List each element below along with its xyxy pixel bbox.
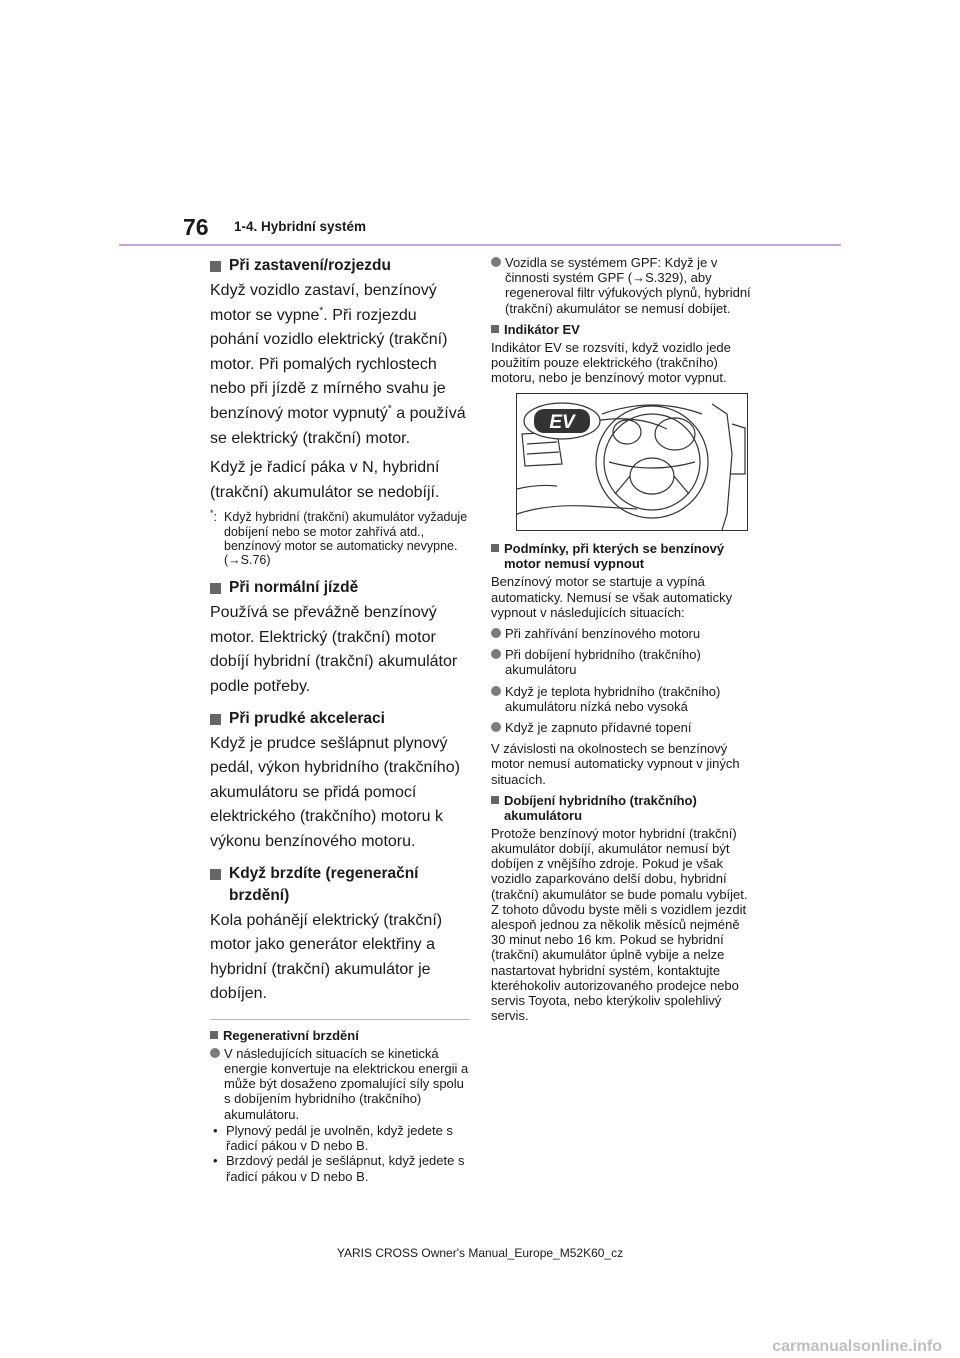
circle-bullet-icon bbox=[491, 628, 501, 638]
list-item: Při zahřívání benzínového motoru bbox=[491, 626, 753, 641]
paragraph-conditions-note: V závislosti na okolnostech se benzínový motor nemusí automaticky vypnout v jiných situacích. bbox=[491, 741, 740, 787]
left-column bbox=[210, 255, 470, 1184]
header-divider bbox=[119, 244, 841, 246]
heading-acceleration bbox=[210, 708, 470, 730]
circle-bullet-icon bbox=[491, 649, 501, 659]
right-column bbox=[491, 255, 753, 1030]
footnote bbox=[210, 510, 470, 567]
circle-bullet-icon bbox=[491, 257, 501, 267]
heading-braking bbox=[210, 863, 470, 907]
text-fragment: . Při rozjezdu pohání vozidlo elektrický (trakční) motor. Při pomalých rychlostech nebo při jízdě z mírného svahu je benzínový motor vypnutý bbox=[210, 306, 448, 422]
heading-conditions bbox=[491, 541, 753, 571]
paragraph-acceleration: Když je prudce sešlápnut plynový pedál, výkon hybridního (trakčního) akumulátoru se přidá pomocí elektrického (trakčního) motoru k výkonu benzínového motoru. bbox=[210, 734, 460, 850]
square-bullet-icon bbox=[491, 325, 499, 333]
heading-text: Při prudké akceleraci bbox=[229, 709, 385, 727]
heading-charging bbox=[491, 793, 753, 823]
text-fragment: Když vozidlo zastaví, benzínový motor se vypne bbox=[210, 282, 437, 324]
heading-text: Indikátor EV bbox=[504, 321, 580, 337]
watermark: carmanualsonline.info bbox=[772, 1338, 942, 1355]
list-item: Když je zapnuto přídavné topení bbox=[491, 720, 753, 735]
paragraph-normal-driving: Používá se převážně benzínový motor. Elektrický (trakční) motor dobíjí hybridní (trakční) akumulátor podle potřeby. bbox=[210, 604, 458, 695]
heading-text: Při normální jízdě bbox=[229, 579, 359, 597]
list-item: Při dobíjení hybridního (trakčního) akumulátoru bbox=[491, 647, 753, 677]
page-number: 76 bbox=[183, 214, 209, 240]
heading-text: Při zastavení/rozjezdu bbox=[229, 257, 391, 274]
square-bullet-icon bbox=[210, 714, 221, 725]
dashboard-illustration bbox=[517, 394, 747, 530]
section-title: 1-4. Hybridní systém bbox=[234, 219, 367, 234]
footnote-text: Když hybridní (trakční) akumulátor vyžaduje dobíjení nebo se motor zahřívá atd., benzínový motor se automaticky nevypne. (→S.76) bbox=[224, 510, 468, 567]
footer-text: YARIS CROSS Owner's Manual_Europe_M52K60_cz bbox=[336, 1246, 624, 1260]
square-bullet-icon bbox=[491, 544, 499, 552]
page-footer bbox=[0, 1246, 960, 1260]
text-fragment: a používá se elektrický (trakční) motor. bbox=[210, 404, 466, 447]
heading-text: Regenerativní brzdění bbox=[223, 1027, 359, 1043]
square-bullet-icon bbox=[210, 1031, 218, 1039]
square-bullet-icon bbox=[491, 796, 499, 804]
heading-stop-start bbox=[210, 255, 470, 277]
circle-bullet-icon bbox=[491, 686, 501, 696]
square-bullet-icon bbox=[210, 261, 221, 272]
square-bullet-icon bbox=[210, 869, 221, 880]
footnote-mark: * bbox=[319, 305, 324, 317]
paragraph-neutral: Když je řadicí páka v N, hybridní (trakční) akumulátor se nedobíjí. bbox=[210, 459, 440, 501]
sub-list-item: • Brzdový pedál je sešlápnut, když jedete s řadicí pákou v D nebo B. bbox=[213, 1153, 465, 1184]
heading-regenerative bbox=[210, 1028, 470, 1043]
list-item: Když je teplota hybridního (trakčního) akumulátoru nízká nebo vysoká bbox=[491, 684, 753, 714]
paragraph-stop-start bbox=[210, 279, 470, 451]
section-divider bbox=[210, 1019, 470, 1020]
circle-bullet-icon bbox=[210, 1048, 220, 1058]
paragraph-charging: Protože benzínový motor hybridní (trakční) akumulátor dobíjí, akumulátor nemusí být dobíjen z vnějšího zdroje. Pokud je však vozidlo zaparkováno delší dobu, hybridní (trakční) akumulátor se bude pomalu vybíjet. Z tohoto důvodu byste měli s vozidlem jezdit alespoň jednou za několik měsíců nejméně 30 minut nebo 16 km. Pokud se hybridní (trakční) akumulátor úplně vybije a nelze nastartovat hybridní systém, kontaktujte kteréhokoliv autorizovaného prodejce nebo servis Toyota, nebo kterýkoliv spolehlivý servis. bbox=[491, 825, 748, 1024]
paragraph-ev-indicator: Indikátor EV se rozsvítí, když vozidlo jede použitím pouze elektrického (trakčního) motoru, nebo je benzínový motor vypnut. bbox=[491, 339, 731, 386]
ev-badge-icon: EV bbox=[549, 412, 575, 434]
heading-text: Podmínky, při kterých se benzínový motor nemusí vypnout bbox=[504, 541, 725, 572]
ev-indicator-illustration bbox=[516, 393, 748, 531]
list-item: V následujících situacích se kinetická energie konvertuje na elektrickou energii a může být dosaženo zpomalující síly spolu s dobíjením hybridního (trakčního) akumulátoru. bbox=[210, 1046, 470, 1122]
heading-normal-driving bbox=[210, 577, 470, 599]
paragraph-braking: Kola pohánějí elektrický (trakční) motor jako generátor elektřiny a hybridní (trakční) akumulátor je dobíjen. bbox=[210, 911, 443, 1003]
heading-ev-indicator bbox=[491, 322, 753, 337]
circle-bullet-icon bbox=[491, 722, 501, 732]
footnote-mark: * bbox=[387, 403, 392, 415]
square-bullet-icon bbox=[210, 583, 221, 594]
footnote-marker: *: bbox=[210, 508, 217, 525]
sub-list-item: • Plynový pedál je uvolněn, když jedete s řadicí pákou v D nebo B. bbox=[213, 1122, 453, 1154]
heading-text: Dobíjení hybridního (trakčního) akumulátoru bbox=[504, 792, 697, 823]
list-item: Vozidla se systémem GPF: Když je v činnosti systém GPF (→S.329), aby regeneroval filtr výfukových plynů, hybridní (trakční) akumulátor se nemusí dobíjet. bbox=[491, 255, 753, 316]
paragraph-conditions: Benzínový motor se startuje a vypíná automaticky. Nemusí se však automaticky vypnout v následujících situacích: bbox=[491, 574, 733, 620]
heading-text: Když brzdíte (regenerační brzdění) bbox=[229, 864, 419, 904]
